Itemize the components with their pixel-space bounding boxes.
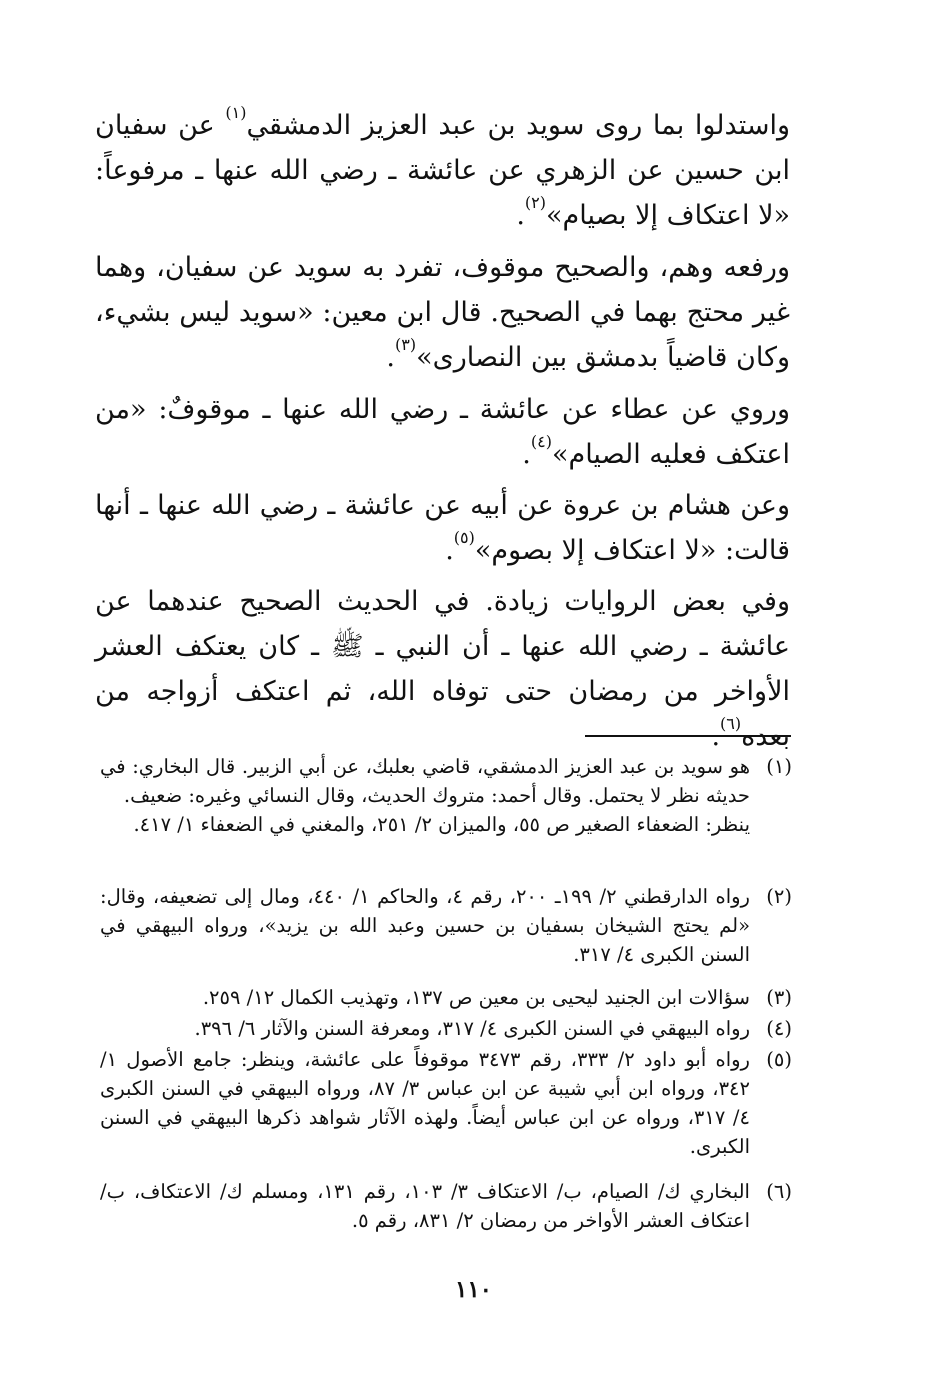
paragraph-text: . xyxy=(522,439,531,470)
footnote-1 xyxy=(100,752,792,839)
paragraph-text: عن سفيان ابن حسين عن الزهري عن عائشة ـ رضي الله عنها ـ مرفوعاً: «لا اعتكاف إلا بصيام» xyxy=(95,110,790,231)
paragraph-text: وعن هشام بن عروة عن أبيه عن عائشة ـ رضي الله عنها ـ أنها قالت: «لا اعتكاف إلا بصوم» xyxy=(95,490,790,566)
footnote-separator xyxy=(585,735,791,737)
footnote-text: البخاري ك/ الصيام، ب/ الاعتكاف ٣/ ١٠٣، رقم ١٣١، ومسلم ك/ الاعتكاف، ب/ اعتكاف العشر الأواخر من رمضان ٢/ ٨٣١، رقم ٥. xyxy=(100,1180,750,1232)
footnote-text: رواه البيهقي في السنن الكبرى ٤/ ٣١٧، ومعرفة السنن والآثار ٦/ ٣٩٦. xyxy=(194,1017,750,1040)
footnote-text: سؤالات ابن الجنيد ليحيى بن معين ص ١٣٧، وتهذيب الكمال ١٢/ ٢٥٩. xyxy=(202,986,750,1009)
paragraph-text: . xyxy=(445,535,454,566)
footnote-ref-6: (٦) xyxy=(720,714,742,733)
body-paragraph-2 xyxy=(95,245,790,380)
footnote-number: (٤) xyxy=(766,1017,792,1040)
footnote-ref-2: (٢) xyxy=(524,193,546,212)
footnote-body xyxy=(100,1014,750,1043)
footnote-body xyxy=(100,983,750,1012)
paragraph-text: وروي عن عطاء عن عائشة ـ رضي الله عنها ـ موقوفٌ: «من اعتكف فعليه الصيام» xyxy=(95,394,790,470)
body-paragraph-4 xyxy=(95,483,790,573)
footnote-number: (٦) xyxy=(766,1180,792,1203)
footnote-3 xyxy=(100,983,792,1012)
footnote-5 xyxy=(100,1045,792,1161)
paragraph-text: ورفعه وهم، والصحيح موقوف، تفرد به سويد عن سفيان، وهما غير محتج بهما في الصحيح. قال ابن معين: «سويد ليس بشيء، وكان قاضياً بدمشق بين النصارى» xyxy=(95,252,790,373)
body-paragraph-1 xyxy=(95,103,790,238)
footnote-body xyxy=(100,752,750,839)
footnote-text: رواه أبو داود ٢/ ٣٣٣، رقم ٣٤٧٣ موقوفاً على عائشة، وينظر: جامع الأصول ١/ ٣٤٢، ورواه ابن أبي شيبة عن ابن عباس ٣/ ٨٧، ورواه البيهقي في السنن الكبرى ٤/ ٣١٧، ورواه عن ابن عباس أيضاً. ولهذه الآثار شواهد ذكرها البيهقي في السنن الكبرى. xyxy=(100,1048,750,1158)
footnote-4 xyxy=(100,1014,792,1043)
footnote-ref-1: (١) xyxy=(225,103,247,122)
footnote-number: (٢) xyxy=(766,885,792,908)
footnote-text: رواه الدارقطني ٢/ ١٩٩ـ ٢٠٠، رقم ٤، والحاكم ١/ ٤٤٠، ومال إلى تضعيفه، وقال: «لم يحتج الشيخان بسفيان بن حسين وعبد الله بن يزيد»، ورواه البيهقي في السنن الكبرى ٤/ ٣١٧. xyxy=(100,885,750,966)
footnote-number: (١) xyxy=(766,755,792,778)
footnote-ref-5: (٥) xyxy=(453,528,475,547)
paragraph-text: واستدلوا بما روى سويد بن عبد العزيز الدمشقي xyxy=(246,110,791,141)
paragraph-text: وفي بعض الروايات زيادة. في الحديث الصحيح عندهما عن عائشة ـ رضي الله عنها ـ أن النبي ـ ﷺ ـ كان يعتكف العشر الأواخر من رمضان حتى توفاه الله، ثم اعتكف أزواجه من بعده xyxy=(95,586,790,752)
footnote-ref-3: (٣) xyxy=(395,335,417,354)
paragraph-text: . xyxy=(516,200,525,231)
footnote-ref-4: (٤) xyxy=(530,432,552,451)
footnote-6 xyxy=(100,1177,792,1235)
footnote-text: ينظر: الضعفاء الصغير ص ٥٥، والميزان ٢/ ٢٥١، والمغني في الضعفاء ١/ ٤١٧. xyxy=(133,813,750,836)
footnote-body xyxy=(100,1177,750,1235)
footnote-number: (٥) xyxy=(766,1048,792,1071)
footnote-body xyxy=(100,1045,750,1161)
body-paragraph-3 xyxy=(95,387,790,477)
body-paragraph-5 xyxy=(95,579,790,759)
paragraph-text: . xyxy=(711,721,721,752)
footnote-body xyxy=(100,882,750,969)
paragraph-text: . xyxy=(386,342,396,373)
footnote-2 xyxy=(100,882,792,969)
footnote-number: (٣) xyxy=(766,986,792,1009)
footnote-text: هو سويد بن عبد العزيز الدمشقي، قاضي بعلبك، عن أبي الزبير. قال البخاري: في حديثه نظر لا يحتمل. وقال أحمد: متروك الحديث، وقال النسائي وغيره: ضعيف. xyxy=(100,755,750,807)
page-number: ١١٠ xyxy=(454,1276,493,1303)
